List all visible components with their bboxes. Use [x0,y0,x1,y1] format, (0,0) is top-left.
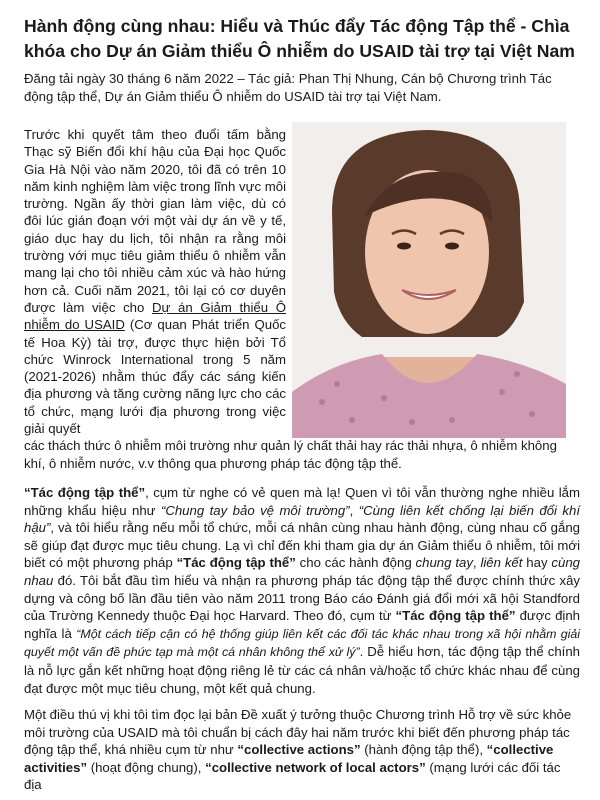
text: (hành động tập thể), [360,742,487,758]
author-photo [292,122,566,438]
text: cho các hành động [295,555,416,571]
term-collective-impact: “Tác động tập thể” [176,555,296,571]
term: “collective activities” [24,742,554,775]
text: đó. Tôi bắt đầu tìm hiểu và nhận ra phương pháp tác động tập thể được chính thức xây dựng và công bố lần đầu tiên vào năm 2011 trong Báo cáo Đánh giá đổi mới xã hội Standford của Trường Kennedy thuộc Đại học Harvard. Theo đó, cụm từ [24,572,580,624]
emphasis: liên kết [480,555,523,571]
term-collective-impact: “Tác động tập thể” [24,485,146,500]
emphasis: chung tay [415,555,473,571]
article-byline: Đăng tải ngày 30 tháng 6 năm 2022 – Tác giả: Phan Thị Nhung, Cán bộ Chương trình Tác động tập thể, Dự án Giảm thiểu Ô nhiễm do USAID tài trợ tại Việt Nam. [24,71,552,104]
pollution-project-link[interactable]: Dự án Giảm thiểu Ô nhiễm do USAID [24,299,286,333]
text: . Dễ hiểu hơn, tác động tập thể chính là nỗ lực gắn kết những hoạt động riêng lẻ từ các cá nhân và/hoặc tổ chức khác nhau để cùng đạt được một mục tiêu chung, một kết quả chung. [24,644,580,696]
term: “collective network of local actors” [205,759,426,775]
article [24,14,581,793]
paragraph-2 [24,484,580,697]
text: hay [522,555,552,571]
definition-quote: “Một cách tiếp cận có hệ thống giúp liên kết các đối tác khác nhau trong xã hội nhằm giải quyết một vấn đề phức tạp mà một cá nhân không thể xử lý” [24,626,581,660]
slogan: “Chung tay bảo vệ môi trường” [160,502,350,518]
paragraph-1-column [24,126,286,437]
author-portrait-illustration [292,122,566,438]
text: Một điều thú vị khi tôi tìm đọc lại bản Đề xuất ý tưởng thuộc Chương trình Hỗ trợ về sức khỏe môi trường của USAID mà tôi chuẩn bị cách đây hai năm trước khi biết đến phương pháp tác động tập thể, khá nhiều cụm từ như [24,707,572,758]
text: (hoạt động chung), [87,759,206,775]
paragraph-1-tail: các thách thức ô nhiễm môi trường như quản lý chất thải hay rác thải nhựa, ô nhiễm không khí, ô nhiễm nước, v.v thông qua phương pháp tác động tập thể. [24,438,557,471]
paragraph-1-text-a: Trước khi quyết tâm theo đuổi tấm bằng Thạc sỹ Biến đổi khí hậu của Đại học Quốc Gia Hà Nội vào năm 2020, tôi đã có trên 10 năm kinh nghiệm làm việc trong lĩnh vực môi trường. Ngần ấy thời gian làm việc, dù có đôi lúc gián đoạn với một vài dự án về y tế, giáo dục hay du lịch, tôi nhận ra rằng môi trường với mục tiêu giảm thiểu ô nhiễm vẫn mang lại cho tôi nhiều cảm xúc và hào hứng hơn cả. Cuối năm 2021, tôi lại có cơ duyên được làm việc cho [24,127,286,315]
term-collective-impact: “Tác động tập thể” [395,608,516,624]
text: được định nghĩa là [24,608,581,641]
text: , [349,502,359,518]
paragraph-1-text-b: (Cơ quan Phát triển Quốc tế Hoa Kỳ) tài trợ, được thực hiện bởi Tổ chức Winrock International trong 5 năm (2021-2026) nhằm thúc đẩy các sáng kiến địa phương và tăng cường năng lực cho các tổ chức, mạng lưới địa phương trong việc giải quyết [24,317,287,437]
text: , [472,555,481,571]
term: “collective actions” [237,742,361,758]
text: , cụm từ nghe có vẻ quen mà lạ! Quen vì tôi vẫn thường nghe nhiều lắm những khẩu hiệu như [24,485,580,518]
article-title: Hành động cùng nhau: Hiểu và Thúc đẩy Tác động Tập thể - Chìa khóa cho Dự án Giảm thiểu Ô nhiễm do USAID tài trợ tại Việt Nam [24,16,575,61]
text: , và tôi hiểu rằng nếu mỗi tổ chức, mỗi cá nhân cùng nhau hành động, cùng nhau cố gắng sẽ giúp đạt được mục tiêu chung. Lạ vì chỉ đến khi tham gia dự án Giảm thiểu ô nhiễm, tôi mới biết có một phương pháp [24,520,580,571]
text: (mạng lưới các đối tác địa [24,759,561,793]
emphasis: cùng nhau [24,555,580,588]
slogan: “Cùng liên kết chống lại biến đổi khí hậu” [24,502,581,536]
paragraph-3 [24,706,580,794]
